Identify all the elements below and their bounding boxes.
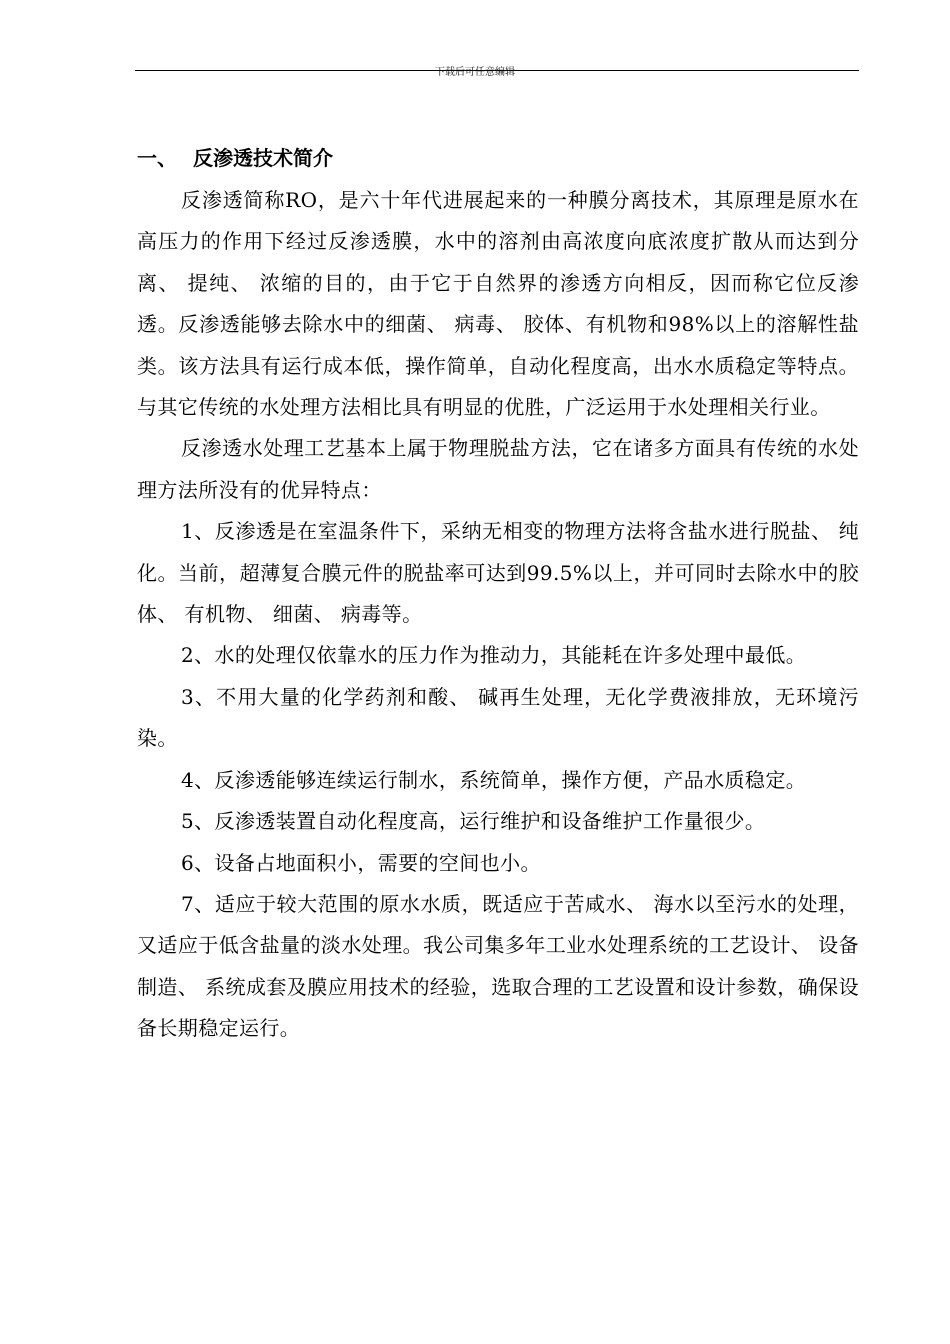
section-number: 一、 <box>137 146 177 170</box>
document-body <box>137 140 859 1050</box>
list-item-5: 5、反渗透装置自动化程度高，运行维护和设备维护工作量很少。 <box>181 809 766 834</box>
list-item-6: 6、设备占地面积小，需要的空间也小。 <box>181 850 541 875</box>
header-note: 下载后可任意编辑 <box>435 67 515 78</box>
list-item-4: 4、反渗透能够连续运行制水，系统简单，操作方便，产品水质稳定。 <box>181 767 807 792</box>
section-heading <box>137 140 859 176</box>
list-item-3: 3、不用大量的化学药剂和酸、 碱再生处理，无化学费液排放，无环境污染。 <box>137 684 859 751</box>
list-item-2: 2、水的处理仅依靠水的压力作为推动力，其能耗在许多处理中最低。 <box>181 643 807 668</box>
list-item-7: 7、适应于较大范围的原水水质，既适应于苦咸水、 海水以至污水的处理，又适应于低含盐量的淡水处理。我公司集多年工业水处理系统的工艺设计、 设备制造、 系统成套及膜应用技术的经验，选取合理的工艺设置和设计参数，确保设备长期稳定运行。 <box>137 891 859 1041</box>
paragraph-features-lead: 反渗透水处理工艺基本上属于物理脱盐方法，它在诸多方面具有传统的水处理方法所没有的优异特点： <box>137 436 859 502</box>
list-item-1: 1、反渗透是在室温条件下，采纳无相变的物理方法将含盐水进行脱盐、 纯化。当前，超薄复合膜元件的脱盐率可达到99.5%以上，并可同时去除水中的胶体、 有机物、 细菌、 病毒等。 <box>137 519 859 627</box>
section-title: 反渗透技术简介 <box>193 146 333 170</box>
paragraph-intro: 反渗透简称RO，是六十年代进展起来的一种膜分离技术，其原理是原水在高压力的作用下经过反渗透膜，水中的溶剂由高浓度向底浓度扩散从而达到分离、 提纯、 浓缩的目的，由于它于自然界的渗透方向相反，因而称它位反渗透。反渗透能够去除水中的细菌、 病毒、 胶体、有机物和98%以上的溶解性盐类。该方法具有运行成本低，操作简单，自动化程度高，出水水质稳定等特点。与其它传统的水处理方法相比具有明显的优胜，广泛运用于水处理相关行业。 <box>137 188 859 420</box>
